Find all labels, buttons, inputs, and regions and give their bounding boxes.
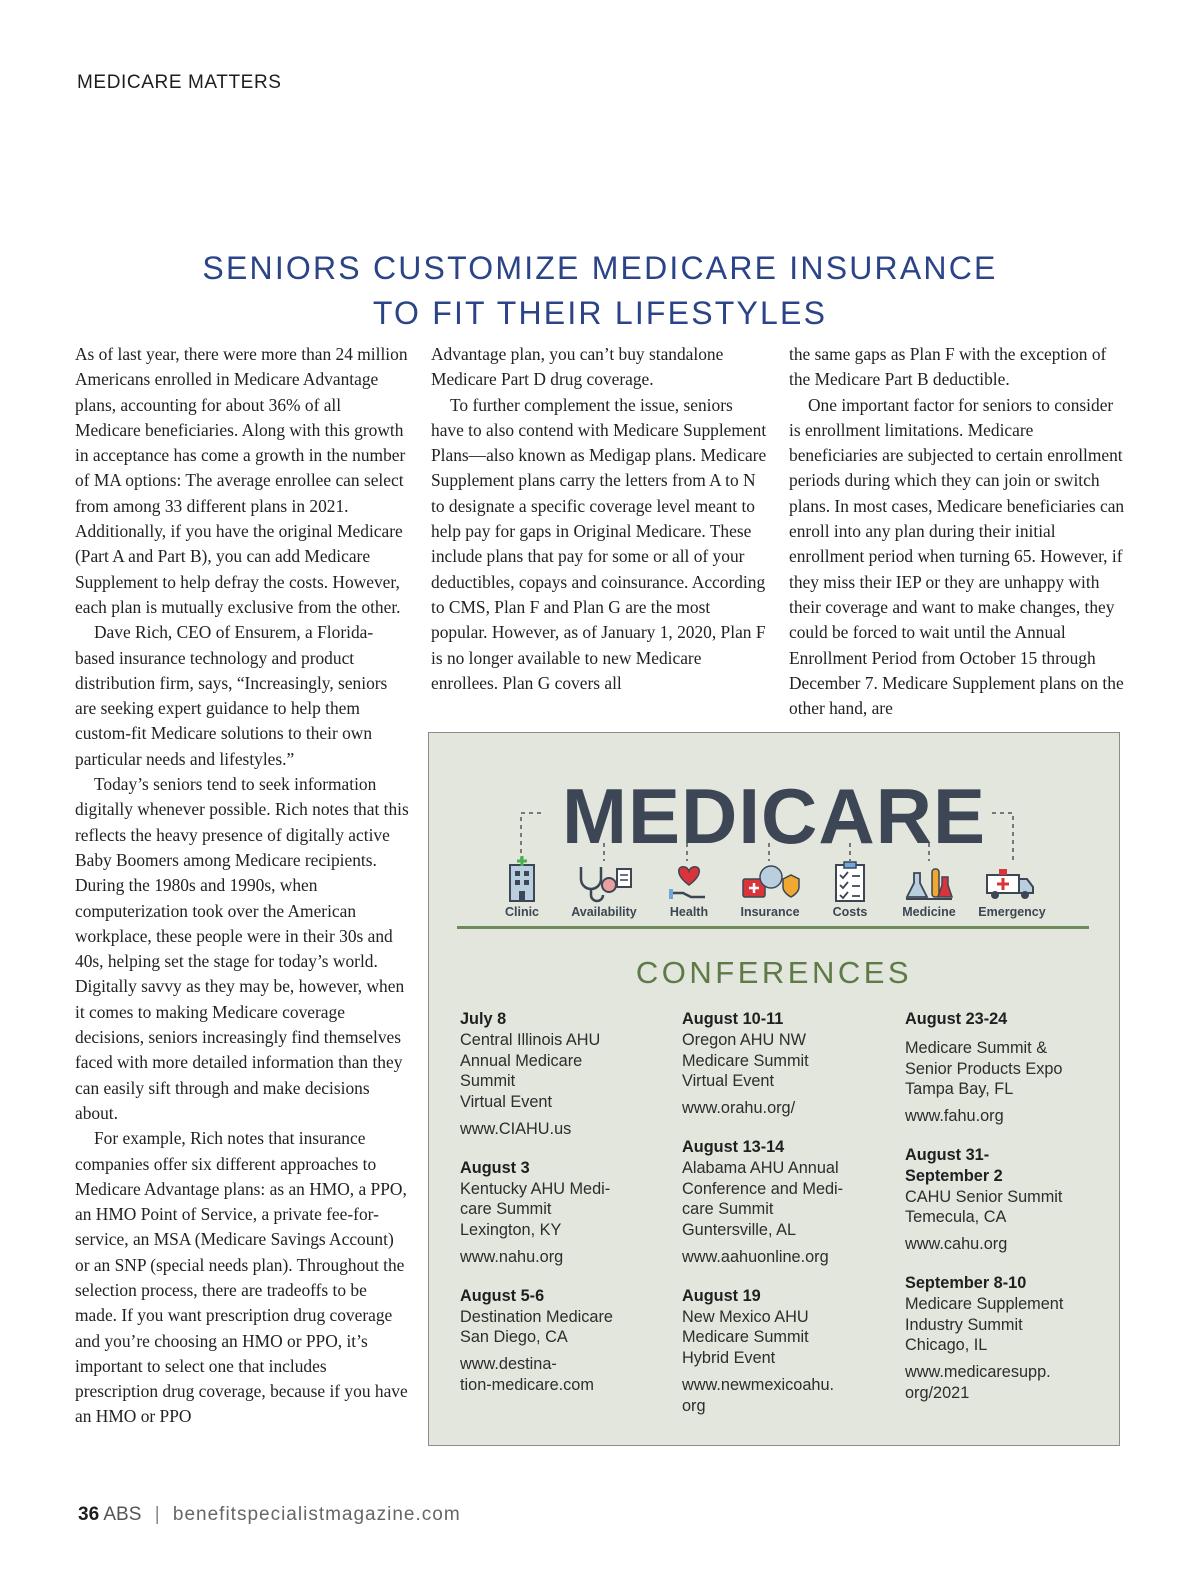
- conference-event: [460, 1009, 670, 1140]
- icon-label: Emergency: [978, 905, 1046, 919]
- icon-label: Insurance: [740, 905, 800, 919]
- page-number: 36: [78, 1504, 100, 1525]
- event-url[interactable]: www.cahu.org: [905, 1235, 1008, 1254]
- event-line: Summit: [460, 1072, 516, 1091]
- lab-flasks-icon: [904, 863, 954, 903]
- event-url[interactable]: www.fahu.org: [905, 1107, 1004, 1126]
- icon-item-availability: [564, 863, 644, 919]
- icon-label: Medicine: [902, 905, 956, 919]
- event-date: August 5-6: [460, 1286, 545, 1305]
- event-line: New Mexico AHU: [682, 1307, 809, 1326]
- event-line: Medicare Supplement: [905, 1294, 1064, 1313]
- event-line: care Summit: [682, 1200, 774, 1219]
- checklist-clipboard-icon: [830, 861, 870, 903]
- icon-item-health: [659, 863, 719, 919]
- event-line: Medicare Summit: [682, 1051, 809, 1070]
- paragraph: For example, Rich notes that insurance companies offer six different approaches to Medicare Advantage plans: as an HMO, a PPO, an HMO Point of Service, a private fee-for-service, an MSA (Medicare Savings Account) or an SNP (special needs plan). Throughout the selection process, there are tradeoffs to be made. If you want prescription drug coverage and you’re choosing an HMO or PPO, it’s important to select one that includes prescription drug coverage, because if you have an HMO or PPO: [75, 1128, 408, 1427]
- section-label: MEDICARE MATTERS: [77, 72, 282, 93]
- divider: [457, 926, 1089, 929]
- event-date: August 31- September 2: [905, 1145, 1003, 1185]
- event-line: Virtual Event: [460, 1093, 553, 1112]
- event-date: September 8-10: [905, 1273, 1027, 1292]
- paragraph: Today’s seniors tend to seek information digitally whenever possible. Rich notes that this reflects the heavy presence of digitally active Baby Boomers among Medicare recipients. During the 1980s and 1990s, when computerization took over the American workplace, these people were in their 30s and 40s, helping set the stage for today’s world. Digitally savvy as they may be, however, when it comes to making Medicare coverage decisions, seniors increasingly find themselves faced with more detailed information than they can easily sift through and make decisions about.: [75, 774, 409, 1123]
- paragraph: Dave Rich, CEO of Ensurem, a Florida-based insurance technology and product distribution firm, says, “Increasingly, seniors are seeking expert guidance to help them custom-fit Medicare solutions to their own particular needs and lifestyles.”: [75, 622, 388, 769]
- article-headline: [100, 246, 1100, 336]
- headline-line-2: TO FIT THEIR LIFESTYLES: [372, 295, 828, 331]
- event-line: Lexington, KY: [460, 1221, 562, 1240]
- event-date: August 23-24: [905, 1010, 1008, 1028]
- event-line: care Summit: [460, 1200, 552, 1219]
- event-line: Temecula, CA: [905, 1208, 1007, 1227]
- icon-label: Availability: [571, 905, 637, 919]
- event-url[interactable]: www.destina- tion-medicare.com: [460, 1355, 594, 1394]
- headline-line-1: SENIORS CUSTOMIZE MEDICARE INSURANCE: [202, 250, 998, 286]
- event-url[interactable]: www.nahu.org: [460, 1247, 564, 1266]
- conference-event: [682, 1137, 892, 1268]
- event-line: Guntersville, AL: [682, 1221, 797, 1240]
- event-line: Alabama AHU Annual: [682, 1158, 839, 1177]
- website-link[interactable]: benefitspecialistmagazine.com: [172, 1504, 461, 1525]
- paragraph: To further complement the issue, seniors have to also contend with Medicare Supplement Plans—also known as Medigap plans. Medicare Supplement plans carry the letters from A to N to designate a specific coverage level meant to help pay for gaps in Original Medicare. These include plans that pay for some or all of your deductibles, copays and coinsurance. According to CMS, Plan F and Plan G are the most popular. However, as of January 1, 2020, Plan F is no longer available to new Medicare enrollees. Plan G covers all: [431, 394, 767, 693]
- event-url[interactable]: www.medicaresupp. org/2021: [905, 1363, 1051, 1402]
- conference-event: [682, 1286, 892, 1417]
- event-line: Destination Medicare: [460, 1307, 613, 1326]
- event-date: August 13-14: [682, 1137, 785, 1156]
- conference-column-2: [682, 1009, 892, 1435]
- event-line: Virtual Event: [682, 1072, 775, 1091]
- conference-event: [460, 1286, 670, 1396]
- icon-label: Health: [669, 905, 709, 919]
- paragraph: Advantage plan, you can’t buy standalone Medicare Part D drug coverage.: [431, 344, 724, 390]
- icon-item-insurance: [732, 863, 808, 919]
- paragraph: One important factor for seniors to consider is enrollment limitations. Medicare beneficiaries are subjected to certain enrollment periods during which they can join or switch plans. In most cases, Medicare beneficiaries can enroll into any plan during their initial enrollment period when turning 65. However, if they miss their IEP or they are unhappy with their coverage and want to make changes, they could be forced to wait until the Annual Enrollment Period from October 15 through December 7. Medicare Supplement plans on the other hand, are: [789, 394, 1125, 719]
- stethoscope-icon: [573, 863, 635, 903]
- event-line: Central Illinois AHU: [460, 1030, 601, 1049]
- event-url[interactable]: www.orahu.org/: [682, 1099, 796, 1118]
- paragraph: As of last year, there were more than 24 million Americans enrolled in Medicare Advantage plans, accounting for about 36% of all Medicare beneficiaries. Along with this growth in acceptance has come a growth in the number of MA options: The average enrollee can select from among 33 different plans in 2021. Additionally, if you have the original Medicare (Part A and Part B), you can add Medicare Supplement to help defray the costs. However, each plan is mutually exclusive from the other.: [75, 344, 408, 617]
- conference-column-3: [905, 1009, 1115, 1422]
- conferences-title: CONFERENCES: [635, 955, 913, 990]
- medical-kit-shield-icon: [739, 863, 801, 903]
- publication-name: ABS: [103, 1504, 142, 1525]
- event-line: Medicare Summit &: [905, 1038, 1048, 1057]
- conference-event: [460, 1158, 670, 1268]
- icon-item-costs: [825, 861, 875, 919]
- event-line: Medicare Summit: [682, 1328, 809, 1347]
- event-line: Hybrid Event: [682, 1349, 776, 1368]
- event-url[interactable]: www.CIAHU.us: [460, 1119, 572, 1138]
- event-line: Conference and Medi-: [682, 1179, 844, 1198]
- event-line: Kentucky AHU Medi-: [460, 1179, 611, 1198]
- conference-event: [905, 1145, 1115, 1255]
- event-line: Annual Medicare: [460, 1051, 583, 1070]
- ambulance-icon: [985, 863, 1039, 903]
- icon-label: Clinic: [504, 905, 540, 919]
- medicare-logo-word: MEDICARE: [561, 772, 986, 860]
- icon-item-clinic: [492, 855, 552, 919]
- footer-separator: |: [154, 1504, 160, 1525]
- article-column-2: [431, 342, 767, 696]
- event-date: August 3: [460, 1158, 530, 1177]
- event-line: Chicago, IL: [905, 1336, 988, 1355]
- event-date: August 10-11: [682, 1010, 784, 1028]
- conferences-sidebar: [428, 732, 1120, 1446]
- event-line: CAHU Senior Summit: [905, 1187, 1063, 1206]
- article-column-3: [789, 342, 1125, 721]
- page-footer: [78, 1504, 461, 1526]
- event-line: San Diego, CA: [460, 1328, 568, 1347]
- event-url[interactable]: www.newmexicoahu. org: [682, 1375, 835, 1415]
- event-date: August 19: [682, 1286, 761, 1305]
- event-date: July 8: [460, 1010, 507, 1028]
- icon-item-medicine: [893, 863, 965, 919]
- conference-event: [905, 1009, 1115, 1127]
- paragraph: the same gaps as Plan F with the exception of the Medicare Part B deductible.: [789, 344, 1107, 390]
- conference-event: [682, 1009, 892, 1119]
- icon-label: Costs: [832, 905, 868, 919]
- conference-event: [905, 1273, 1115, 1404]
- conference-column-1: [460, 1009, 670, 1414]
- event-line: Tampa Bay, FL: [905, 1080, 1014, 1099]
- article-column-1: [75, 342, 409, 1430]
- heart-hand-icon: [667, 863, 711, 903]
- event-url[interactable]: www.aahuonline.org: [682, 1247, 829, 1266]
- event-line: Oregon AHU NW: [682, 1030, 806, 1049]
- hospital-building-icon: [500, 855, 544, 903]
- icon-item-emergency: [974, 863, 1050, 919]
- event-line: Senior Products Expo: [905, 1059, 1063, 1078]
- event-line: Industry Summit: [905, 1315, 1023, 1334]
